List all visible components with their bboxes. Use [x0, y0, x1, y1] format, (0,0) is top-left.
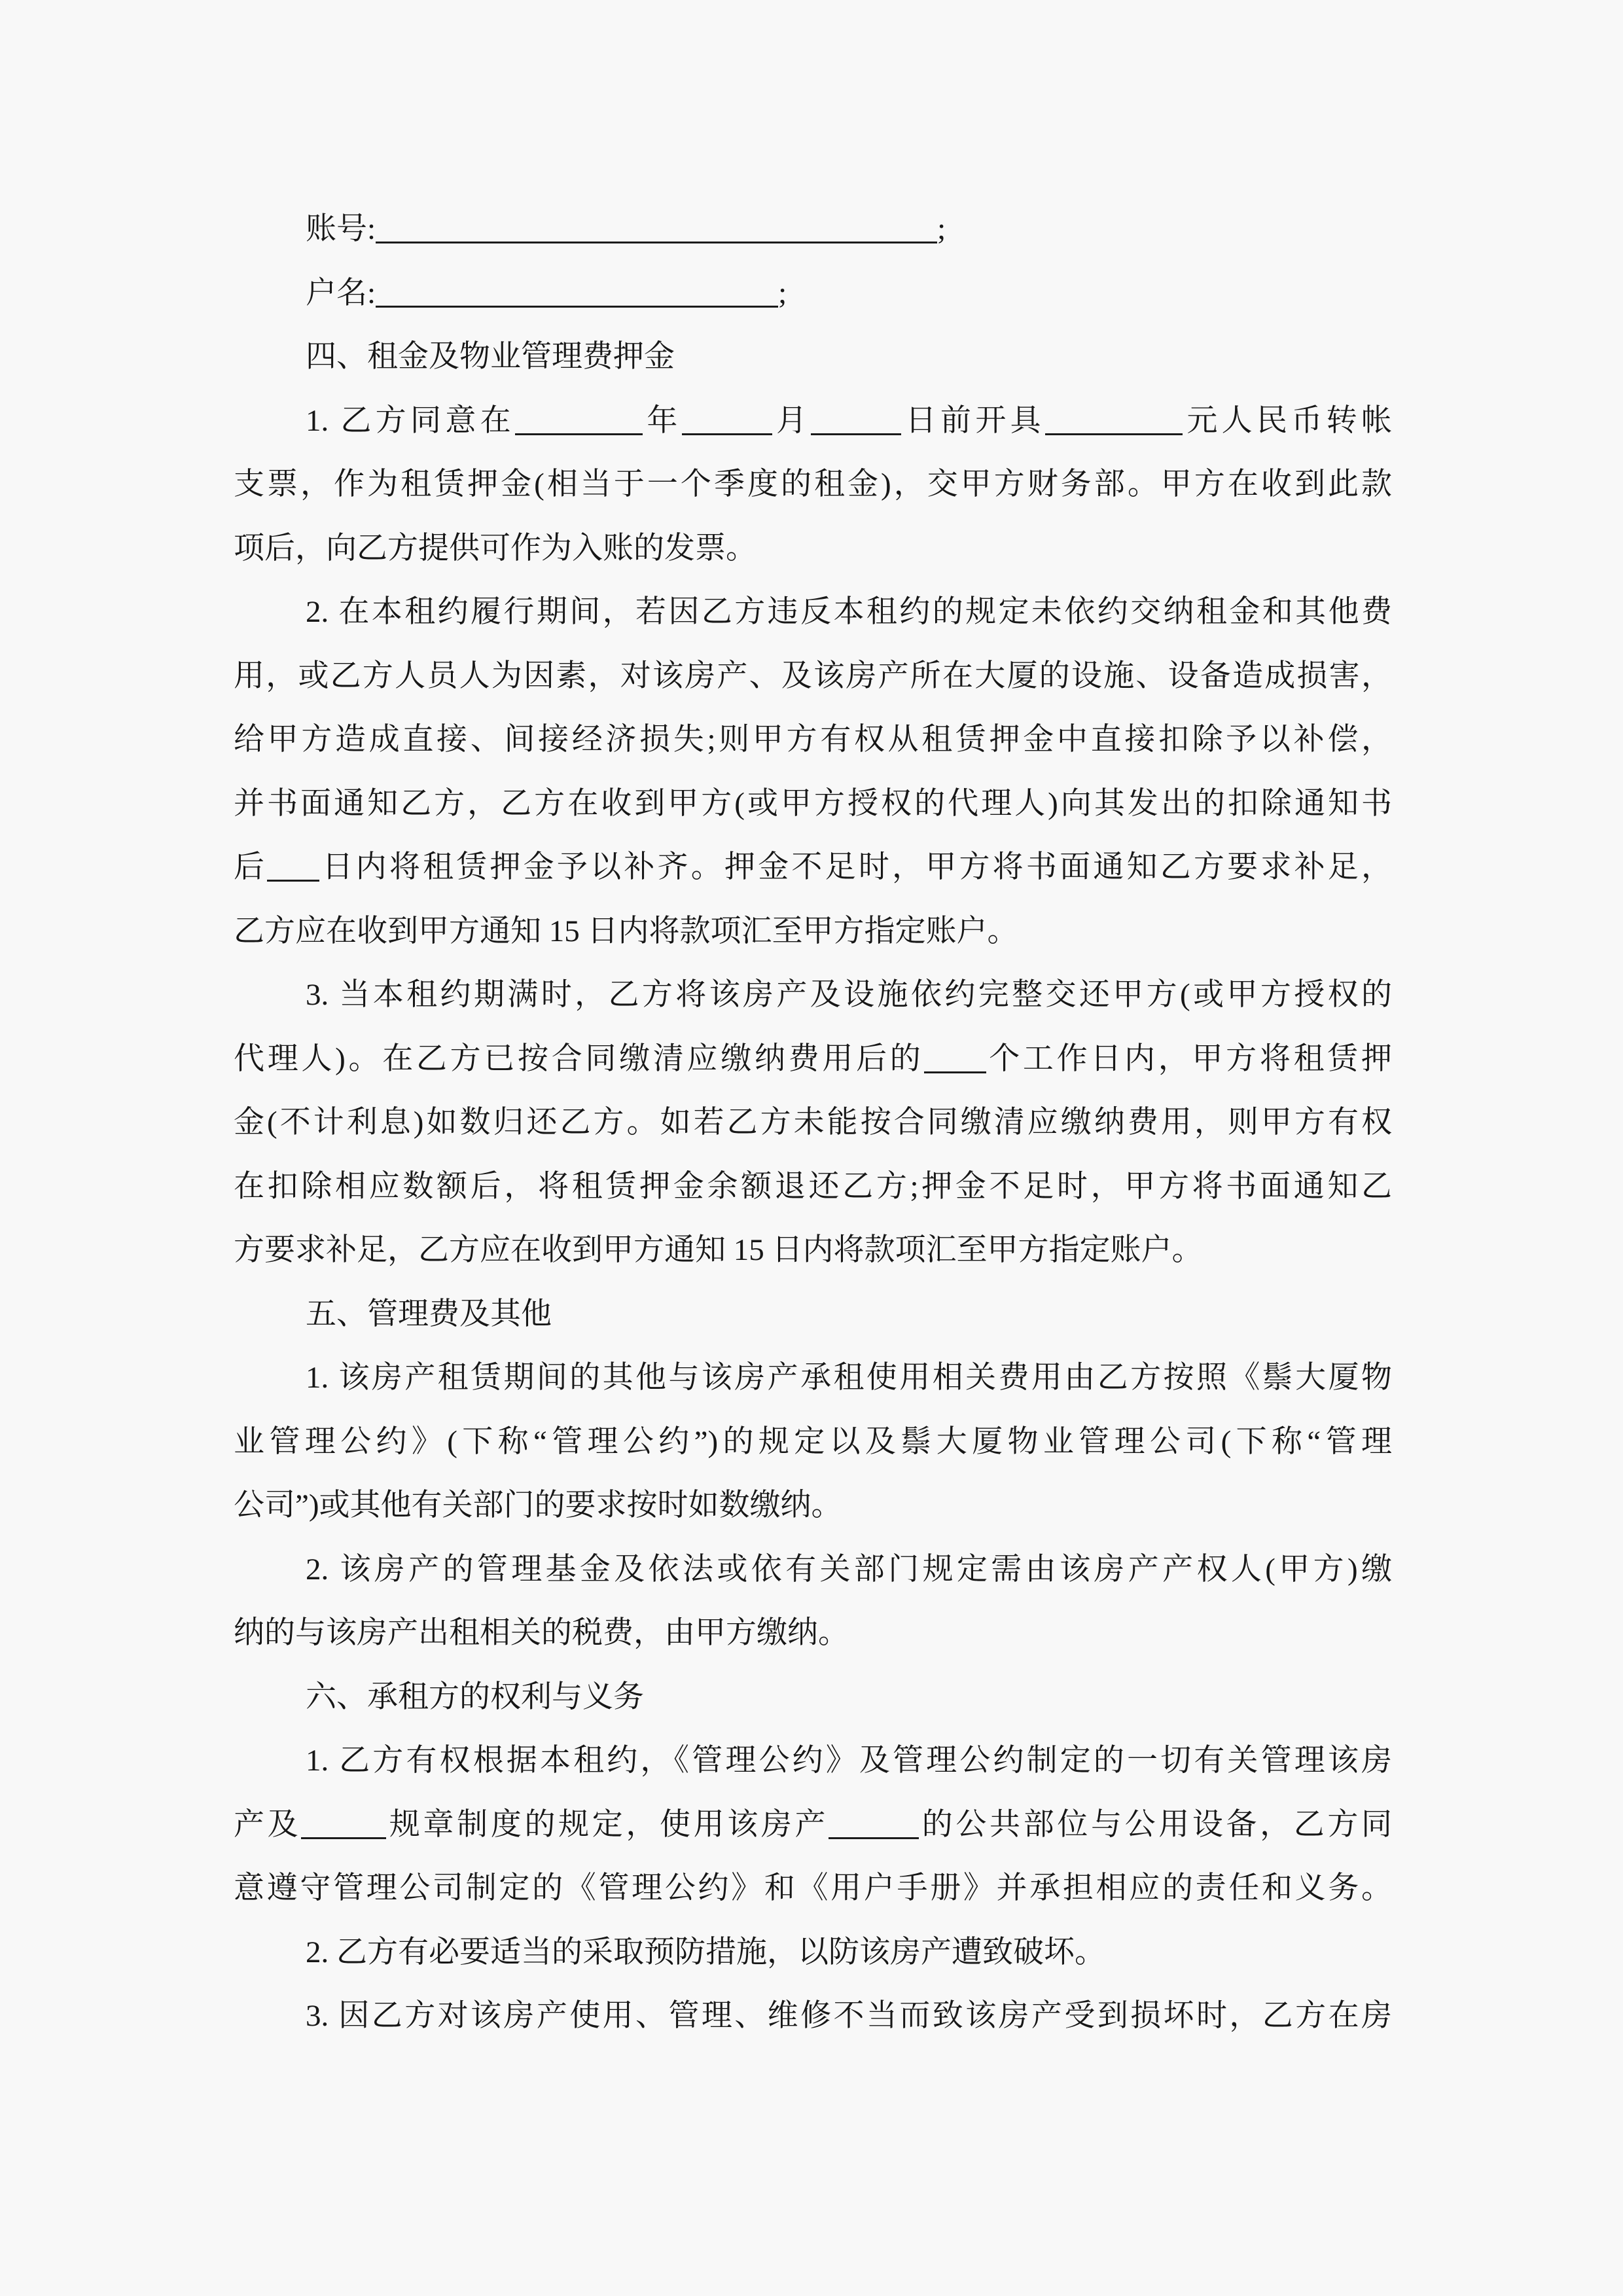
- clause-4-3-line-1: 3. 当本租约期满时，乙方将该房产及设施依约完整交还甲方(或甲方授权的: [306, 978, 1392, 1012]
- clause-6-1-line-3: 意遵守管理公司制定的《管理公约》和《用户手册》并承担相应的责任和义务。: [234, 1871, 1392, 1905]
- clause-6-3-line-1: 3. 因乙方对该房产使用、管理、维修不当而致该房产受到损坏时，乙方在房: [306, 1999, 1392, 2033]
- clause-5-2-line-2: 纳的与该房产出租相关的税费，由甲方缴纳。: [234, 1616, 849, 1650]
- clause-5-1-line-1: 1. 该房产租赁期间的其他与该房产承租使用相关费用由乙方按照《鬃大厦物: [306, 1361, 1392, 1395]
- year-blank-field: [515, 406, 643, 435]
- clause-4-2-line-1: 2. 在本租约履行期间，若因乙方违反本租约的规定未依约交纳租金和其他费: [306, 595, 1392, 629]
- clause-4-2-line-2: 用，或乙方人员人为因素，对该房产、及该房产所在大厦的设施、设备造成损害，: [234, 658, 1392, 693]
- bank-account-number-row: [234, 198, 1392, 262]
- clause-4-2-line-4: 并书面通知乙方，乙方在收到甲方(或甲方授权的代理人)向其发出的扣除通知书: [234, 786, 1392, 821]
- clause-4-2-line-6: 乙方应在收到甲方通知 15 日内将款项汇至甲方指定账户。: [234, 914, 1018, 948]
- day-blank-field: [811, 406, 901, 435]
- issue-text: 日前开具: [901, 403, 1046, 438]
- clause-4-2-line-3: 给甲方造成直接、间接经济损失;则甲方有权从租赁押金中直接扣除予以补偿，: [234, 723, 1392, 757]
- clause-5-2-line-1: 2. 该房产的管理基金及依法或依有关部门规定需由该房产产权人(甲方)缴: [306, 1552, 1392, 1587]
- clause-4-3-line-3: 金(不计利息)如数归还乙方。如若乙方未能按合同缴清应缴纳费用，则甲方有权: [234, 1105, 1392, 1139]
- clause-4-3-line-4: 在扣除相应数额后，将租赁押金余额退还乙方;押金不足时，甲方将书面通知乙: [234, 1169, 1392, 1204]
- month-blank-field: [682, 406, 772, 435]
- bank-account-holder-row: [234, 262, 1392, 326]
- clause-6-1-line-1: 1. 乙方有权根据本租约，《管理公约》及管理公约制定的一切有关管理该房: [306, 1744, 1392, 1778]
- makeup-days-blank-field: [267, 852, 319, 882]
- clause-6-2-line-1: 2. 乙方有必要适当的采取预防措施，以防该房产遭致破坏。: [306, 1935, 1105, 1969]
- account-number-label: 账号:: [306, 212, 376, 246]
- clause-4-3-text-b: 个工作日内，甲方将租赁押: [986, 1041, 1392, 1076]
- currency-text: 元人民币转帐: [1183, 403, 1392, 438]
- section-6-heading: 六、承租方的权利与义务: [306, 1679, 644, 1714]
- clause-6-1-text-a: 产及: [234, 1807, 302, 1842]
- clause-4-3-line-5: 方要求补足，乙方应在收到甲方通知 15 日内将款项汇至甲方指定账户。: [234, 1233, 1203, 1267]
- clause-4-1-line-2: 支票，作为租赁押金(相当于一个季度的租金)，交甲方财务部。甲方在收到此款: [234, 467, 1392, 501]
- rules-blank-field: [301, 1810, 386, 1839]
- premises-blank-field: [829, 1810, 919, 1839]
- workdays-blank-field: [924, 1044, 986, 1073]
- section-4-heading: 四、租金及物业管理费押金: [306, 340, 675, 374]
- clause-5-1-line-2: 业管理公约》(下称“管理公约”)的规定以及鬃大厦物业管理公司(下称“管理: [234, 1424, 1392, 1459]
- clause-4-2-text: 日内将租赁押金予以补齐。押金不足时，甲方将书面通知乙方要求补足，: [319, 850, 1392, 884]
- clause-4-1-line-1: [234, 389, 1392, 454]
- clause-4-1-line-3: 项后，向乙方提供可作为入账的发票。: [234, 531, 757, 565]
- clause-4-1-text: 1. 乙方同意在: [306, 403, 515, 438]
- clause-4-3-line-2: [234, 1028, 1392, 1092]
- clause-4-2-line-5: [234, 836, 1392, 900]
- clause-4-3-text-a: 代理人)。在乙方已按合同缴清应缴纳费用后的: [234, 1041, 924, 1076]
- month-label: 月: [772, 403, 812, 438]
- account-holder-label: 户名:: [306, 276, 376, 310]
- account-number-semicolon: ;: [937, 212, 946, 246]
- clause-5-1-line-3: 公司”)或其他有关部门的要求按时如数缴纳。: [234, 1488, 842, 1522]
- year-label: 年: [643, 403, 682, 438]
- section-5-heading: 五、管理费及其他: [306, 1297, 552, 1331]
- account-holder-semicolon: ;: [778, 276, 787, 310]
- clause-6-1-line-2: [234, 1793, 1392, 1857]
- clause-6-1-text-c: 的公共部位与公用设备，乙方同: [919, 1807, 1392, 1842]
- amount-blank-field: [1045, 406, 1183, 435]
- clause-6-1-text-b: 规章制度的规定，使用该房产: [386, 1807, 829, 1842]
- contract-body: [234, 198, 1392, 2049]
- account-number-blank-field: [376, 214, 937, 243]
- account-holder-blank-field: [376, 278, 778, 308]
- after-text: 后: [234, 850, 268, 884]
